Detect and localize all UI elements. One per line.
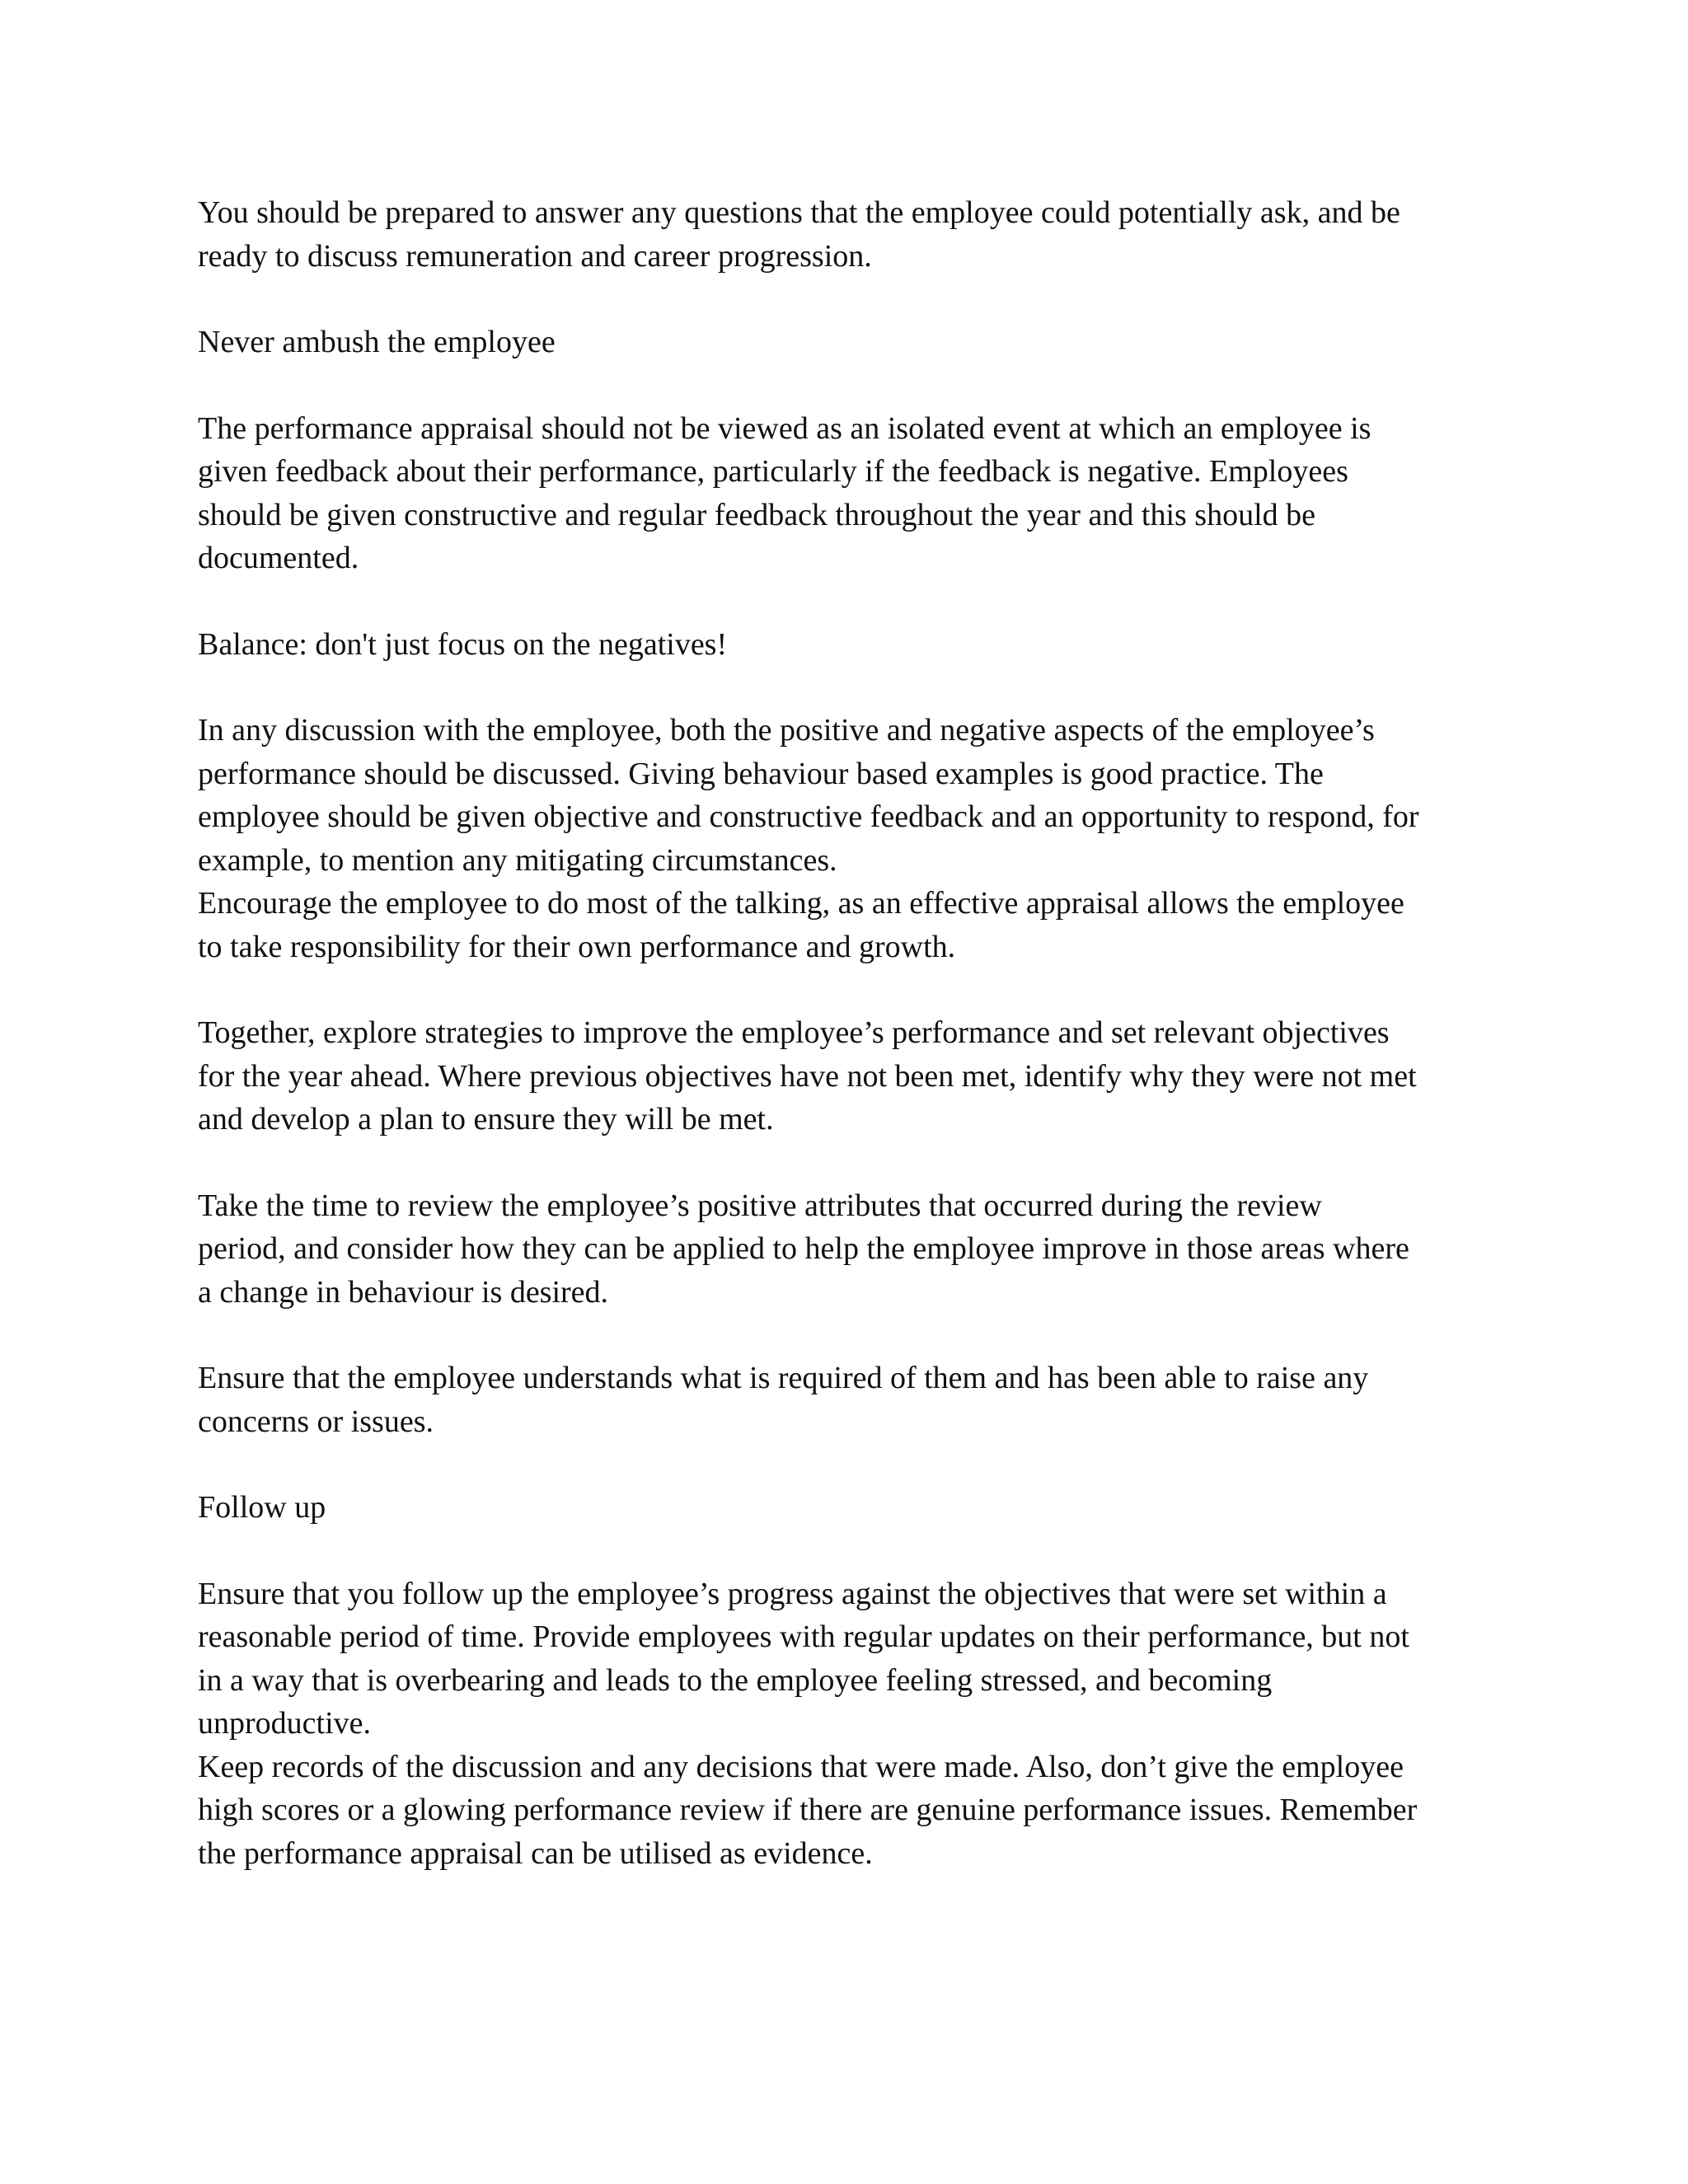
text-line: to take responsibility for their own performance and growth. bbox=[198, 929, 956, 964]
paragraph-ensure-understanding bbox=[198, 1357, 1484, 1443]
text-line: concerns or issues. bbox=[198, 1404, 434, 1439]
text-line: a change in behaviour is desired. bbox=[198, 1274, 609, 1310]
text-line: high scores or a glowing performance review if there are genuine performance issues. Remember bbox=[198, 1793, 1418, 1827]
text-line: in a way that is overbearing and leads to the employee feeling stressed, and becoming bbox=[198, 1662, 1273, 1698]
text-line: Balance: don't just focus on the negatives! bbox=[198, 626, 728, 662]
text-line: and develop a plan to ensure they will be met. bbox=[198, 1102, 774, 1137]
text-line: Follow up bbox=[198, 1490, 326, 1525]
heading-balance bbox=[198, 623, 1484, 667]
text-line: the performance appraisal can be utilised as evidence. bbox=[198, 1835, 873, 1871]
paragraph-encourage bbox=[198, 882, 1484, 968]
paragraph-preparation bbox=[198, 191, 1484, 278]
text-line: unproductive. bbox=[198, 1706, 372, 1741]
text-line: reasonable period of time. Provide employees with regular updates on their performance, but not bbox=[198, 1619, 1409, 1654]
text-line: documented. bbox=[198, 541, 359, 575]
text-line: performance should be discussed. Giving behaviour based examples is good practice. The bbox=[198, 756, 1324, 791]
paragraph-isolated-event bbox=[198, 407, 1484, 580]
document-body bbox=[198, 191, 1484, 1875]
text-line: employee should be given objective and constructive feedback and an opportunity to respond, for bbox=[198, 799, 1419, 834]
paragraph-take-time bbox=[198, 1184, 1484, 1315]
text-line: Keep records of the discussion and any decisions that were made. Also, don’t give the employee bbox=[198, 1749, 1404, 1784]
text-line: You should be prepared to answer any questions that the employee could potentially ask, and be bbox=[198, 195, 1400, 230]
text-line: should be given constructive and regular feedback throughout the year and this should be bbox=[198, 497, 1315, 532]
paragraph-follow-progress bbox=[198, 1572, 1484, 1746]
text-line: Never ambush the employee bbox=[198, 325, 556, 359]
paragraph-together bbox=[198, 1011, 1484, 1141]
text-line: Take the time to review the employee’s positive attributes that occurred during the review bbox=[198, 1188, 1322, 1223]
text-line: ready to discuss remuneration and career progression. bbox=[198, 238, 872, 274]
heading-never-ambush bbox=[198, 321, 1484, 364]
text-line: Ensure that the employee understands what is required of them and has been able to raise any bbox=[198, 1361, 1369, 1395]
paragraph-discussion bbox=[198, 709, 1484, 882]
heading-follow-up bbox=[198, 1486, 1484, 1530]
text-line: period, and consider how they can be applied to help the employee improve in those areas where bbox=[198, 1231, 1409, 1266]
text-line: In any discussion with the employee, both the positive and negative aspects of the employee’s bbox=[198, 713, 1375, 748]
text-line: The performance appraisal should not be viewed as an isolated event at which an employee is bbox=[198, 410, 1372, 446]
text-line: for the year ahead. Where previous objectives have not been met, identify why they were not met bbox=[198, 1058, 1417, 1094]
paragraph-keep-records bbox=[198, 1746, 1484, 1876]
text-line: Ensure that you follow up the employee’s progress against the objectives that were set within a bbox=[198, 1576, 1387, 1611]
text-line: given feedback about their performance, particularly if the feedback is negative. Employees bbox=[198, 454, 1348, 489]
text-line: Together, explore strategies to improve the employee’s performance and set relevant objectives bbox=[198, 1015, 1390, 1050]
text-line: Encourage the employee to do most of the talking, as an effective appraisal allows the employee bbox=[198, 886, 1404, 921]
text-line: example, to mention any mitigating circumstances. bbox=[198, 842, 837, 878]
